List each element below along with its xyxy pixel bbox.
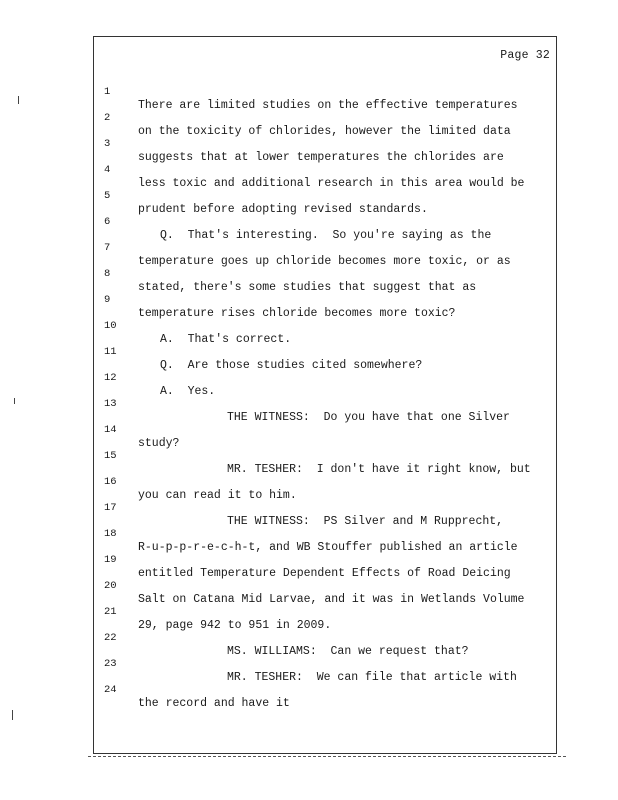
line-number: 21 xyxy=(104,606,117,618)
line-text: prudent before adopting revised standards. xyxy=(138,203,428,216)
line-number: 11 xyxy=(104,346,117,358)
line-text: on the toxicity of chlorides, however the limited data xyxy=(138,125,511,138)
line-text: suggests that at lower temperatures the chlorides are xyxy=(138,151,504,164)
line-text: you can read it to him. xyxy=(138,489,297,502)
line-number: 3 xyxy=(104,138,111,150)
line-text: study? xyxy=(138,437,180,450)
transcript-line xyxy=(94,151,558,190)
line-number: 9 xyxy=(104,294,111,306)
transcript-line xyxy=(94,333,558,372)
line-number: 16 xyxy=(104,476,117,488)
line-number: 13 xyxy=(104,398,117,410)
line-text: Q. Are those studies cited somewhere? xyxy=(160,359,423,372)
page-number: Page 32 xyxy=(500,49,550,62)
line-text: A. That's correct. xyxy=(160,333,292,346)
line-text: temperature goes up chloride becomes more toxic, or as xyxy=(138,255,511,268)
transcript-line xyxy=(94,671,558,710)
line-number: 17 xyxy=(104,502,117,514)
line-text: THE WITNESS: PS Silver and M Rupprecht, xyxy=(227,515,504,528)
line-number: 20 xyxy=(104,580,117,592)
line-number: 10 xyxy=(104,320,117,332)
transcript-line xyxy=(94,99,558,138)
transcript-line xyxy=(94,359,558,398)
line-number: 1 xyxy=(104,86,111,98)
transcript-line xyxy=(94,437,558,476)
line-text: MR. TESHER: I don't have it right know, but xyxy=(227,463,531,476)
transcript-line xyxy=(94,281,558,320)
line-text: R-u-p-p-r-e-c-h-t, and WB Stouffer published an article xyxy=(138,541,518,554)
line-number: 2 xyxy=(104,112,111,124)
transcript-line xyxy=(94,307,558,346)
transcript-line xyxy=(94,385,558,424)
line-number: 19 xyxy=(104,554,117,566)
transcript-line xyxy=(94,73,558,112)
transcript-line xyxy=(94,515,558,554)
transcript-line xyxy=(94,541,558,580)
line-number: 14 xyxy=(104,424,117,436)
line-text: MR. TESHER: We can file that article with xyxy=(227,671,517,684)
line-number: 7 xyxy=(104,242,111,254)
transcript-line xyxy=(94,593,558,632)
line-text: Q. That's interesting. So you're saying as the xyxy=(160,229,492,242)
scan-speck xyxy=(18,96,19,104)
line-text: stated, there's some studies that suggest that as xyxy=(138,281,477,294)
transcript-line xyxy=(94,229,558,268)
line-number: 24 xyxy=(104,684,117,696)
transcript-line xyxy=(94,177,558,216)
transcript-line xyxy=(94,411,558,450)
transcript-line xyxy=(94,489,558,528)
line-number: 8 xyxy=(104,268,111,280)
line-text: Salt on Catana Mid Larvae, and it was in Wetlands Volume xyxy=(138,593,525,606)
transcript-line xyxy=(94,125,558,164)
line-number: 4 xyxy=(104,164,111,176)
line-number: 6 xyxy=(104,216,111,228)
line-text: the record and have it xyxy=(138,697,290,710)
transcript-line xyxy=(94,567,558,606)
line-number: 15 xyxy=(104,450,117,462)
line-text: temperature rises chloride becomes more toxic? xyxy=(138,307,456,320)
line-text: less toxic and additional research in this area would be xyxy=(138,177,525,190)
transcript-line xyxy=(94,463,558,502)
line-text: entitled Temperature Dependent Effects of Road Deicing xyxy=(138,567,511,580)
line-number: 12 xyxy=(104,372,117,384)
line-number: 22 xyxy=(104,632,117,644)
transcript-page xyxy=(93,36,557,754)
line-text: MS. WILLIAMS: Can we request that? xyxy=(227,645,469,658)
transcript-line xyxy=(94,255,558,294)
line-text: 29, page 942 to 951 in 2009. xyxy=(138,619,332,632)
line-text: A. Yes. xyxy=(160,385,216,398)
scan-speck xyxy=(14,398,15,404)
line-number: 5 xyxy=(104,190,111,202)
transcript-line xyxy=(94,203,558,242)
line-text: THE WITNESS: Do you have that one Silver xyxy=(227,411,510,424)
line-number: 18 xyxy=(104,528,117,540)
line-number: 23 xyxy=(104,658,117,670)
scan-speck xyxy=(12,710,13,720)
transcript-line xyxy=(94,619,558,658)
transcript-line xyxy=(94,645,558,684)
line-text: There are limited studies on the effective temperatures xyxy=(138,99,518,112)
bottom-rule xyxy=(88,756,566,757)
